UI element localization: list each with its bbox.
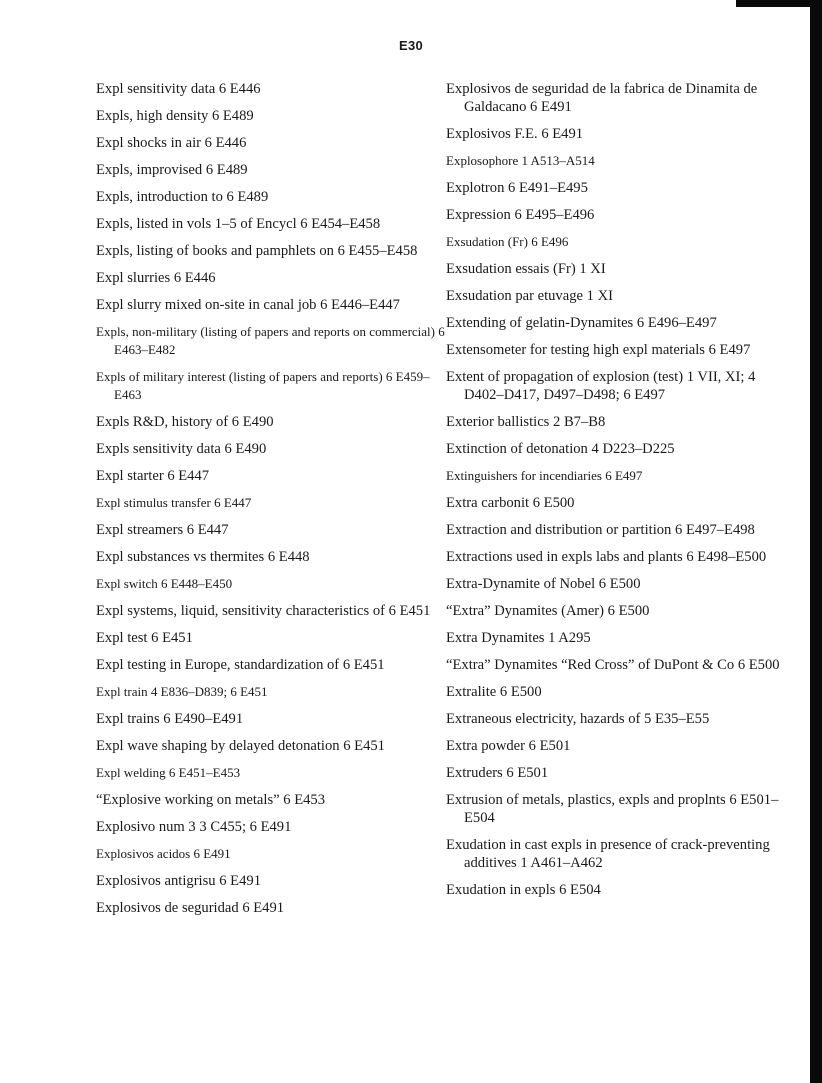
index-entry: Extractions used in expls labs and plants 6 E498–E500: [446, 549, 767, 565]
index-entry: Extra powder 6 E501: [446, 738, 571, 754]
index-entry: Expls, improvised 6 E489: [96, 162, 248, 178]
index-entry: Explotron 6 E491–E495: [446, 180, 588, 196]
index-entry: Extra carbonit 6 E500: [446, 495, 575, 511]
index-entry: Expl slurries 6 E446: [96, 270, 216, 286]
index-entry: Extraction and distribution or partition 6 E497–E498: [446, 522, 755, 538]
index-entry: Expl trains 6 E490–E491: [96, 711, 244, 727]
index-entry: Extra-Dynamite of Nobel 6 E500: [446, 576, 641, 592]
index-entry: Expl train 4 E836–D839; 6 E451: [96, 684, 268, 699]
index-entry: Expl switch 6 E448–E450: [96, 576, 233, 591]
index-entry: Explosivos de seguridad 6 E491: [96, 900, 285, 916]
index-entry: Expl test 6 E451: [96, 630, 193, 646]
index-entry: Expls, listing of books and pamphlets on 6 E455–E458: [96, 243, 418, 259]
index-entry: Exterior ballistics 2 B7–B8: [446, 414, 606, 430]
index-entry: Extraneous electricity, hazards of 5 E35–E55: [446, 711, 710, 727]
index-entry: Explosivos acidos 6 E491: [96, 846, 231, 861]
index-entry: Expl welding 6 E451–E453: [96, 765, 241, 780]
index-entry: Extra Dynamites 1 A295: [446, 630, 591, 646]
index-entry: Exsudation (Fr) 6 E496: [446, 234, 569, 249]
index-entry: Expl shocks in air 6 E446: [96, 135, 247, 151]
index-entry: Exsudation essais (Fr) 1 XI: [446, 261, 606, 277]
index-entry: “Explosive working on metals” 6 E453: [96, 792, 325, 808]
index-entry: Expl wave shaping by delayed detonation 6 E451: [96, 738, 385, 754]
index-entry: Expls of military interest (listing of papers and reports) 6 E459–E463: [96, 369, 430, 402]
index-column-left: [96, 80, 446, 926]
index-entry: Expl starter 6 E447: [96, 468, 210, 484]
index-entry: Expression 6 E495–E496: [446, 207, 595, 223]
index-entry: Expls, listed in vols 1–5 of Encycl 6 E454–E458: [96, 216, 381, 232]
index-entry: Extinguishers for incendiaries 6 E497: [446, 468, 643, 483]
index-entry: Expl testing in Europe, standardization of 6 E451: [96, 657, 385, 673]
index-entry: Extending of gelatin-Dynamites 6 E496–E497: [446, 315, 717, 331]
index-entry: Expls, high density 6 E489: [96, 108, 254, 124]
index-entry: Exsudation par etuvage 1 XI: [446, 288, 613, 304]
index-entry: Extrusion of metals, plastics, expls and proplnts 6 E501–E504: [446, 792, 779, 826]
index-entry: Extralite 6 E500: [446, 684, 542, 700]
index-entry: Expls, introduction to 6 E489: [96, 189, 269, 205]
index-entry: Extent of propagation of explosion (test) 1 VII, XI; 4 D402–D417, D497–D498; 6 E497: [446, 369, 756, 403]
index-entry: Extinction of detonation 4 D223–D225: [446, 441, 675, 457]
index-entry: Extruders 6 E501: [446, 765, 549, 781]
index-entry: “Extra” Dynamites “Red Cross” of DuPont & Co 6 E500: [446, 657, 780, 673]
index-entry: “Extra” Dynamites (Amer) 6 E500: [446, 603, 650, 619]
index-entry: Expl streamers 6 E447: [96, 522, 229, 538]
index-entry: Explosophore 1 A513–A514: [446, 153, 595, 168]
index-entry: Expl sensitivity data 6 E446: [96, 81, 261, 97]
index-entry: Expls, non-military (listing of papers and reports on commercial) 6 E463–E482: [96, 324, 445, 357]
index-entry: Exudation in expls 6 E504: [446, 882, 601, 898]
index-entry: Explosivos F.E. 6 E491: [446, 126, 584, 142]
index-entry: Explosivos antigrisu 6 E491: [96, 873, 261, 889]
index-entry: Expl slurry mixed on-site in canal job 6 E446–E447: [96, 297, 400, 313]
index-entry: Expl substances vs thermites 6 E448: [96, 549, 310, 565]
index-entry: Expls sensitivity data 6 E490: [96, 441, 267, 457]
index-entry: Explosivos de seguridad de la fabrica de Dinamita de Galdacano 6 E491: [446, 81, 758, 115]
index-entry: Exudation in cast expls in presence of crack-preventing additives 1 A461–A462: [446, 837, 770, 871]
page-number: E30: [398, 38, 424, 53]
index-entry: Explosivo num 3 3 C455; 6 E491: [96, 819, 292, 835]
index-column-right: [446, 80, 796, 908]
index-entry: Expls R&D, history of 6 E490: [96, 414, 274, 430]
scan-edge-right: [810, 0, 822, 1083]
index-entry: Expl stimulus transfer 6 E447: [96, 495, 252, 510]
index-entry: Expl systems, liquid, sensitivity characteristics of 6 E451: [96, 603, 431, 619]
index-entry: Extensometer for testing high expl materials 6 E497: [446, 342, 751, 358]
